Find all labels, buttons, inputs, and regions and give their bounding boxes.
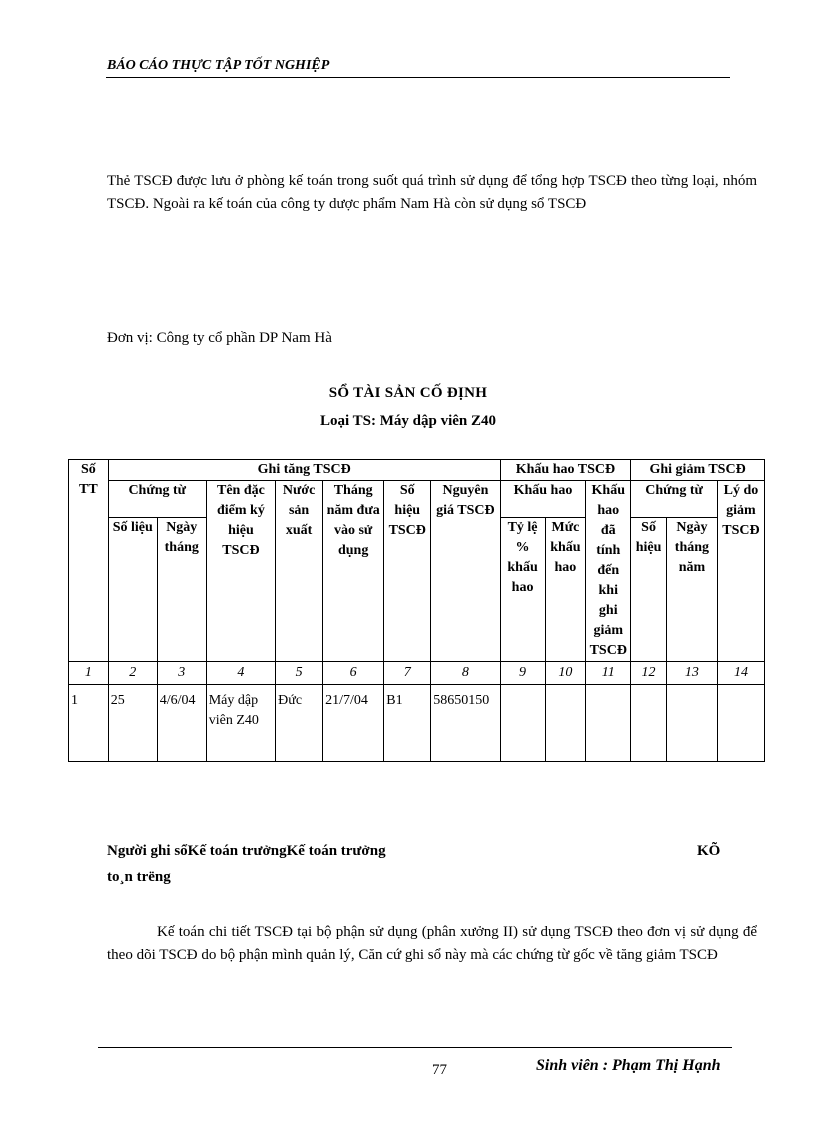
ledger-title: SỔ TÀI SẢN CỐ ĐỊNH [328,385,488,401]
table-row [69,685,765,762]
col-number: 12 [631,662,667,685]
cell-ngay-thang: 4/6/04 [157,685,206,762]
cell-so-lieu: 25 [108,685,157,762]
header-ngay-thang-nam: Ngày tháng năm [666,518,717,662]
header-khau-hao: Khấu hao TSCĐ [500,460,631,481]
cell-thang-nam: 21/7/04 [323,685,384,762]
signature-continuation: to¸n trëng [107,869,171,885]
col-number: 13 [666,662,717,685]
asset-ledger-table [68,459,765,762]
cell-ten-tscd: Máy dập viên Z40 [206,685,275,762]
col-number: 11 [586,662,631,685]
col-number: 6 [323,662,384,685]
ledger-subtitle: Loại TS: Máy dập viên Z40 [319,413,496,429]
col-number: 9 [500,662,545,685]
header-ly-do: Lý do giảm TSCĐ [717,481,764,662]
signature-right: KÕ [697,843,721,859]
header-ten-dac-diem: Tên đặc điểm ký hiệu TSCĐ [206,481,275,662]
col-number: 4 [206,662,275,685]
col-number: 10 [545,662,586,685]
cell-so-hieu: B1 [384,685,431,762]
header-ghi-giam: Ghi giảm TSCĐ [631,460,765,481]
student-name: Sinh viên : Phạm Thị Hạnh [536,1057,721,1074]
cell-so-hieu-giam [631,685,667,762]
table-header-row [69,481,765,518]
header-muc-kh: Mức khấu hao [545,518,586,662]
header-ngay-thang: Ngày tháng [157,518,206,662]
header-chung-tu-2: Chứng từ [631,481,718,518]
column-number-row [69,662,765,685]
col-number: 2 [108,662,157,685]
page-number: 77 [432,1062,447,1078]
header-so-hieu-2: Số hiệu [631,518,667,662]
footer-divider [98,1047,732,1048]
header-ty-le: Tỷ lệ % khấu hao [500,518,545,662]
cell-nguyen-gia: 58650150 [431,685,500,762]
header-chung-tu: Chứng từ [108,481,206,518]
col-number: 1 [69,662,109,685]
cell-so-tt: 1 [69,685,109,762]
header-khau-hao-sub: Khấu hao [500,481,586,518]
col-number: 14 [717,662,764,685]
col-number: 3 [157,662,206,685]
cell-ty-le [500,685,545,762]
report-header-title: BÁO CÁO THỰC TẬP TỐT NGHIỆP [107,58,330,73]
intro-paragraph: Thẻ TSCĐ được lưu ở phòng kế toán trong suốt quá trình sử dụng để tổng hợp TSCĐ theo từng loại, nhóm TSCĐ. Ngoài ra kế toán của công ty dược phẩm Nam Hà còn sử dụng sổ TSCĐ [107,173,757,212]
cell-nuoc-sx: Đức [276,685,323,762]
header-so-lieu: Số liệu [108,518,157,662]
cell-muc-kh [545,685,586,762]
header-nuoc-sx: Nước sản xuất [276,481,323,662]
header-so-tt: Số TT [69,460,109,662]
cell-kh-da-tinh [586,685,631,762]
closing-paragraph: Kế toán chi tiết TSCĐ tại bộ phận sử dụng (phân xưởng II) sử dụng TSCĐ theo đơn vị sử dụng để theo dõi TSCĐ do bộ phận mình quản lý, Căn cứ ghi sổ này mà các chứng từ gốc về tăng giảm TSCĐ [107,924,757,963]
unit-line: Đơn vị: Công ty cổ phần DP Nam Hà [107,330,332,346]
header-ghi-tang: Ghi tăng TSCĐ [108,460,500,481]
header-thang-nam: Tháng năm đưa vào sử dụng [323,481,384,662]
cell-ly-do [717,685,764,762]
col-number: 7 [384,662,431,685]
col-number: 5 [276,662,323,685]
signature-line: Người ghi sổKế toán trưởngKế toán trưởng [107,843,386,859]
header-so-hieu: Số hiệu TSCĐ [384,481,431,662]
header-kh-da-tinh: Khấu hao đã tính đến khi ghi giảm TSCĐ [586,481,631,662]
header-divider [106,77,730,78]
col-number: 8 [431,662,500,685]
cell-ngay-giam [666,685,717,762]
table-header-row [69,460,765,481]
header-nguyen-gia: Nguyên giá TSCĐ [431,481,500,662]
